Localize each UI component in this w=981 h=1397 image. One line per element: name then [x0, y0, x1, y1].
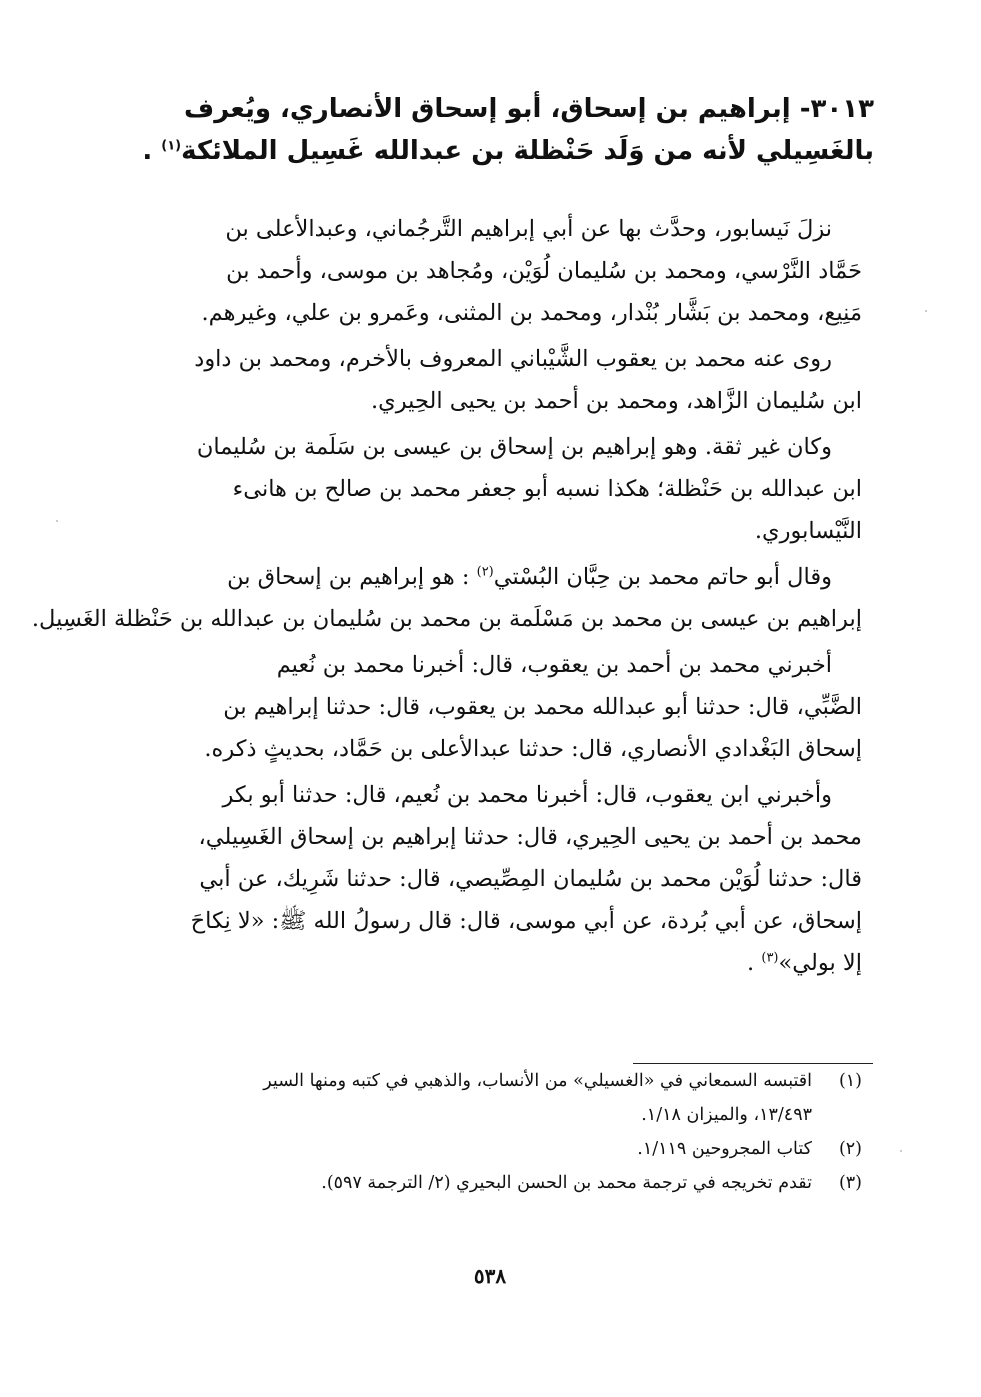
text-line: [134, 556, 862, 598]
footnote-ref-3: (٣): [761, 950, 779, 966]
text-segment: وقال أبو حاتم محمد بن حِبَّان البُسْتي: [493, 564, 832, 590]
heading-line-2: [134, 130, 874, 172]
footnote-1: [136, 1064, 862, 1132]
text-line: [134, 942, 862, 984]
text-line: حَمَّاد النَّرْسي، ومحمد بن سُليمان لُوَيْن، ومُجاهد بن موسى، وأحمد بن: [226, 258, 862, 284]
paragraph-residence: [134, 208, 862, 334]
paragraph-narrators: [134, 338, 862, 422]
footnote-number: (٢): [838, 1139, 862, 1159]
footnote-line: ١٣/٤٩٣، والميزان ١/١٨.: [641, 1105, 812, 1125]
text-line: النَّيْسابوري.: [754, 518, 862, 544]
footnote-ref-1: (١): [161, 138, 182, 154]
heading-text-2: بالغَسِيلي لأنه من وَلَد حَنْظلة بن عبدالله غَسِيل الملائكة: [181, 136, 874, 166]
text-segment: إلا بولي»: [778, 950, 862, 976]
footnote-number: (١): [838, 1071, 862, 1091]
text-line: إبراهيم بن عيسى بن محمد بن مَسْلَمة بن محمد بن سُليمان بن عبدالله بن حَنْظلة الغَسِيل.: [31, 606, 862, 632]
footnotes: [136, 1064, 862, 1200]
paragraph-isnad-2: [134, 774, 862, 984]
heading-end: .: [142, 136, 162, 166]
footnote-2: [136, 1132, 862, 1166]
footnote-line: كتاب المجروحين ١/١١٩.: [637, 1139, 812, 1159]
paragraph-isnad-1: [134, 644, 862, 770]
scan-speck: [900, 1150, 902, 1152]
footnote-ref-2: (٢): [476, 564, 494, 580]
text-segment: : هو إبراهيم بن إسحاق بن: [227, 564, 477, 590]
entry-body: [31, 208, 862, 988]
footnote-line: تقدم تخريجه في ترجمة محمد بن الحسن البحيري (٢/ الترجمة ٥٩٧).: [321, 1173, 812, 1193]
heading-line-1: [134, 88, 874, 130]
text-line: ابن سُليمان الزَّاهد، ومحمد بن أحمد بن يحيى الحِيري.: [371, 388, 862, 414]
text-line: مَنِيع، ومحمد بن بَشَّار بُنْدار، ومحمد بن المثنى، وعَمرو بن علي، وغيرهم.: [201, 300, 862, 326]
footnote-line: اقتبسه السمعاني في «الغسيلي» من الأنساب، والذهبي في كتبه ومنها السير: [263, 1071, 812, 1091]
text-line: إسحاق، عن أبي بُردة، عن أبي موسى، قال: قال رسولُ الله ﷺ: «لا نِكاحَ: [190, 908, 862, 934]
footnote-3: [136, 1166, 862, 1200]
scan-speck: [925, 310, 927, 312]
text-line: أخبرني محمد بن أحمد بن يعقوب، قال: أخبرنا محمد بن نُعيم: [276, 652, 832, 678]
text-line: الضَّبِّي، قال: حدثنا أبو عبدالله محمد بن يعقوب، قال: حدثنا إبراهيم بن: [223, 694, 862, 720]
text-line: وأخبرني ابن يعقوب، قال: أخبرنا محمد بن نُعيم، قال: حدثنا أبو بكر: [222, 782, 832, 808]
text-line: ابن عبدالله بن حَنْظلة؛ هكذا نسبه أبو جعفر محمد بن صالح بن هانىء: [232, 476, 862, 502]
page-number: ٥٣٨: [473, 1264, 507, 1288]
paragraph-lineage: [134, 426, 862, 552]
heading-text-1: إبراهيم بن إسحاق، أبو إسحاق الأنصاري، ويُعرف: [184, 94, 791, 124]
text-segment: .: [747, 950, 762, 976]
text-line: وكان غير ثقة. وهو إبراهيم بن إسحاق بن عيسى بن سَلَمة بن سُليمان: [196, 434, 832, 460]
text-line: روى عنه محمد بن يعقوب الشَّيْباني المعروف بالأخرم، ومحمد بن داود: [194, 346, 832, 372]
entry-number: ٣٠١٣-: [799, 94, 874, 124]
text-line: قال: حدثنا لُوَيْن محمد بن سُليمان المِصِّيصي، قال: حدثنا شَرِيك، عن أبي: [199, 866, 862, 892]
footnote-number: (٣): [838, 1173, 862, 1193]
entry-heading: [134, 88, 874, 172]
paragraph-ibn-hibban: [31, 556, 862, 640]
text-line: محمد بن أحمد بن يحيى الحِيري، قال: حدثنا إبراهيم بن إسحاق الغَسِيلي،: [198, 824, 862, 850]
text-line: إسحاق البَغْدادي الأنصاري، قال: حدثنا عبدالأعلى بن حَمَّاد، بحديثٍ ذكره.: [204, 736, 862, 762]
text-line: نزلَ نَيسابور، وحدَّث بها عن أبي إبراهيم التَّرجُماني، وعبدالأعلى بن: [225, 216, 832, 242]
scan-speck: [56, 520, 58, 522]
